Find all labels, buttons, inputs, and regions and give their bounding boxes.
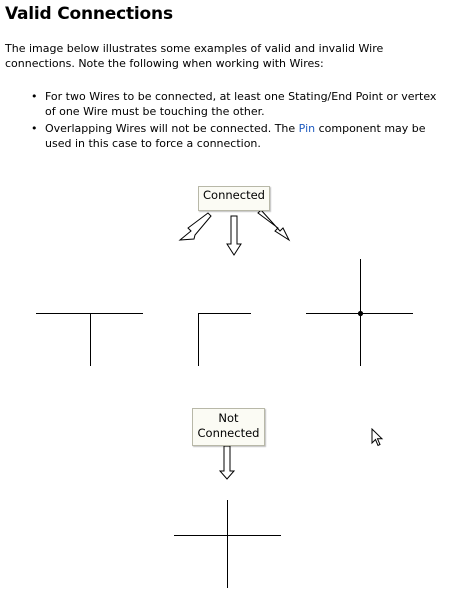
callout-label: Connected	[203, 188, 265, 202]
pin-dot-icon	[358, 311, 363, 316]
overlap-wires	[174, 500, 281, 588]
bullet-icon: •	[31, 90, 38, 103]
not-connected-callout	[192, 408, 265, 446]
pin-link[interactable]: Pin	[298, 122, 316, 135]
hollow-arrow-icon	[180, 213, 211, 240]
intro-paragraph: The image below illustrates some examples of valid and invalid Wire connections. Note the following when working with Wires:	[5, 42, 384, 70]
note-text: For two Wires to be connected, at least one Stating/End Point or vertex of one Wire must be touching the other.	[45, 90, 437, 118]
callout-label: Not	[218, 411, 239, 425]
t-junction-wires	[36, 313, 143, 366]
hollow-arrow-icon	[258, 210, 289, 240]
note-text: component may be used in this case to force a connection.	[45, 122, 426, 150]
bullet-icon: •	[31, 122, 38, 135]
connected-callout	[198, 186, 270, 211]
callout-label: Connected	[197, 426, 260, 440]
mouse-pointer-icon	[371, 428, 385, 448]
page-title: Valid Connections	[5, 4, 173, 24]
hollow-arrow-icon	[227, 216, 241, 255]
note-text: Overlapping Wires will not be connected. The	[45, 122, 299, 135]
hollow-arrow-icon	[220, 446, 234, 479]
corner-wires	[198, 313, 251, 366]
